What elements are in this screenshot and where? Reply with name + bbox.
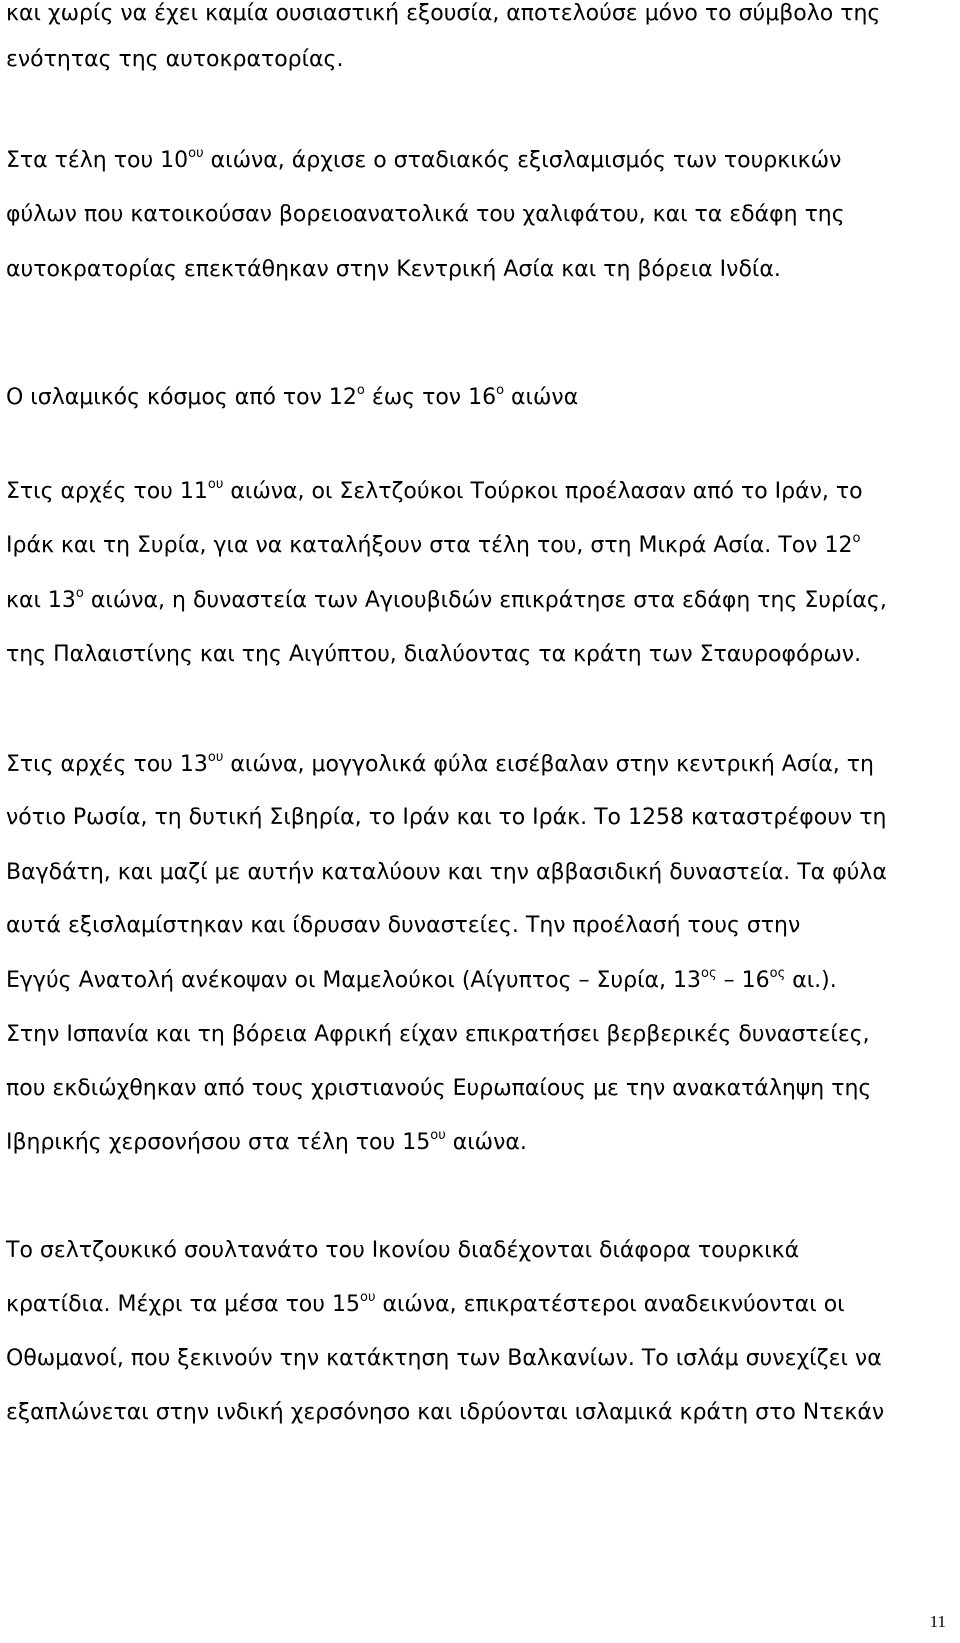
- text-line: [6, 201, 845, 229]
- text-segment: αιώνα, άρχισε ο σταδιακός εξισλαμισμός των τουρκικών: [203, 148, 842, 173]
- text-segment: αιώνα: [504, 385, 579, 410]
- text-segment: αιώνα, η δυναστεία των Αγιουβιδών επικράτησε στα εδάφη της Συρίας,: [83, 588, 887, 613]
- superscript: ο: [496, 383, 505, 398]
- text-segment: αιώνα, επικρατέστεροι αναδεικνύονται οι: [375, 1292, 845, 1317]
- text-segment: Στην Ισπανία και τη βόρεια Αφρική είχαν επικρατήσει βερβερικές δυναστείες,: [6, 1022, 870, 1047]
- superscript: ος: [701, 966, 717, 981]
- text-line: [6, 859, 887, 887]
- text-line: [6, 587, 887, 615]
- text-segment: αιώνα, οι Σελτζούκοι Τούρκοι προέλασαν από το Ιράν, το: [223, 479, 863, 504]
- superscript: ο: [356, 383, 365, 398]
- text-line: [6, 46, 343, 74]
- superscript: ος: [769, 966, 786, 981]
- text-segment: Στις αρχές του 13: [6, 752, 208, 777]
- text-segment: – 16: [716, 968, 770, 993]
- text-segment: ενότητας της αυτοκρατορίας.: [6, 47, 344, 72]
- text-line: [6, 532, 860, 560]
- text-line: [6, 967, 837, 995]
- text-segment: αι.).: [785, 968, 837, 993]
- text-line: [6, 478, 863, 506]
- text-segment: Οθωμανοί, που ξεκινούν την κατάκτηση των Βαλκανίων. Το ισλάμ συνεχίζει να: [6, 1346, 882, 1371]
- superscript: ο: [75, 586, 84, 601]
- text-segment: έως τον 16: [364, 385, 497, 410]
- text-line: [6, 1129, 527, 1157]
- text-line: [6, 1345, 882, 1373]
- superscript: ου: [207, 750, 224, 765]
- text-line: [6, 751, 874, 779]
- text-segment: αιώνα, μογγολικά φύλα εισέβαλαν στην κεντρική Ασία, τη: [223, 752, 874, 777]
- page-number: 11: [929, 1612, 946, 1631]
- superscript: ου: [430, 1128, 446, 1143]
- text-line: [6, 641, 861, 669]
- text-segment: Το σελτζουκικό σουλτανάτο του Ικονίου διαδέχονται διάφορα τουρκικά: [6, 1238, 800, 1263]
- text-segment: και χωρίς να έχει καμία ουσιαστική εξουσία, αποτελούσε μόνο το σύμβολο της: [6, 1, 881, 26]
- text-segment: Στα τέλη του 10: [6, 148, 189, 173]
- superscript: ο: [852, 531, 861, 546]
- text-line: [6, 256, 781, 284]
- text-line: [6, 0, 880, 28]
- superscript: ου: [360, 1290, 376, 1305]
- text-segment: Ιράκ και τη Συρία, για να καταλήξουν στα τέλη του, στη Μικρά Ασία. Τον 12: [6, 533, 853, 558]
- text-line: [6, 1291, 845, 1319]
- text-segment: αυτά εξισλαμίστηκαν και ίδρυσαν δυναστείες. Την προέλασή τους στην: [6, 913, 801, 938]
- text-segment: νότιο Ρωσία, τη δυτική Σιβηρία, το Ιράν και το Ιράκ. Το 1258 καταστρέφουν τη: [6, 805, 887, 830]
- text-segment: Βαγδάτη, και μαζί με αυτήν καταλύουν και την αββασιδική δυναστεία. Τα φύλα: [6, 860, 887, 885]
- text-line: [6, 912, 800, 940]
- text-segment: φύλων που κατοικούσαν βορειοανατολικά του χαλιφάτου, και τα εδάφη της: [6, 202, 845, 227]
- text-line: [6, 1021, 870, 1049]
- text-segment: κρατίδια. Μέχρι τα μέσα του 15: [6, 1292, 360, 1317]
- text-segment: της Παλαιστίνης και της Αιγύπτου, διαλύοντας τα κράτη των Σταυροφόρων.: [6, 642, 862, 667]
- text-segment: εξαπλώνεται στην ινδική χερσόνησο και ιδρύονται ισλαμικά κράτη στο Ντεκάν: [6, 1400, 885, 1425]
- text-line: [6, 147, 841, 175]
- text-line: [6, 804, 886, 832]
- text-segment: Ιβηρικής χερσονήσου στα τέλη του 15: [6, 1130, 431, 1155]
- text-segment: Ο ισλαμικός κόσμος από τον 12: [6, 385, 357, 410]
- text-line: [6, 1075, 871, 1103]
- text-segment: που εκδιώχθηκαν από τους χριστιανούς Ευρωπαίους με την ανακατάληψη της: [6, 1076, 872, 1101]
- text-segment: και 13: [6, 588, 76, 613]
- text-line: [6, 1237, 799, 1265]
- text-segment: Στις αρχές του 11: [6, 479, 208, 504]
- text-line: [6, 1399, 884, 1427]
- text-segment: Εγγύς Ανατολή ανέκοψαν οι Μαμελούκοι (Αίγυπτος – Συρία, 13: [6, 968, 702, 993]
- text-line: [6, 384, 578, 412]
- text-segment: αυτοκρατορίας επεκτάθηκαν στην Κεντρική Ασία και τη βόρεια Ινδία.: [6, 257, 781, 282]
- superscript: ου: [188, 146, 204, 161]
- text-segment: αιώνα.: [445, 1130, 527, 1155]
- superscript: ου: [207, 477, 224, 492]
